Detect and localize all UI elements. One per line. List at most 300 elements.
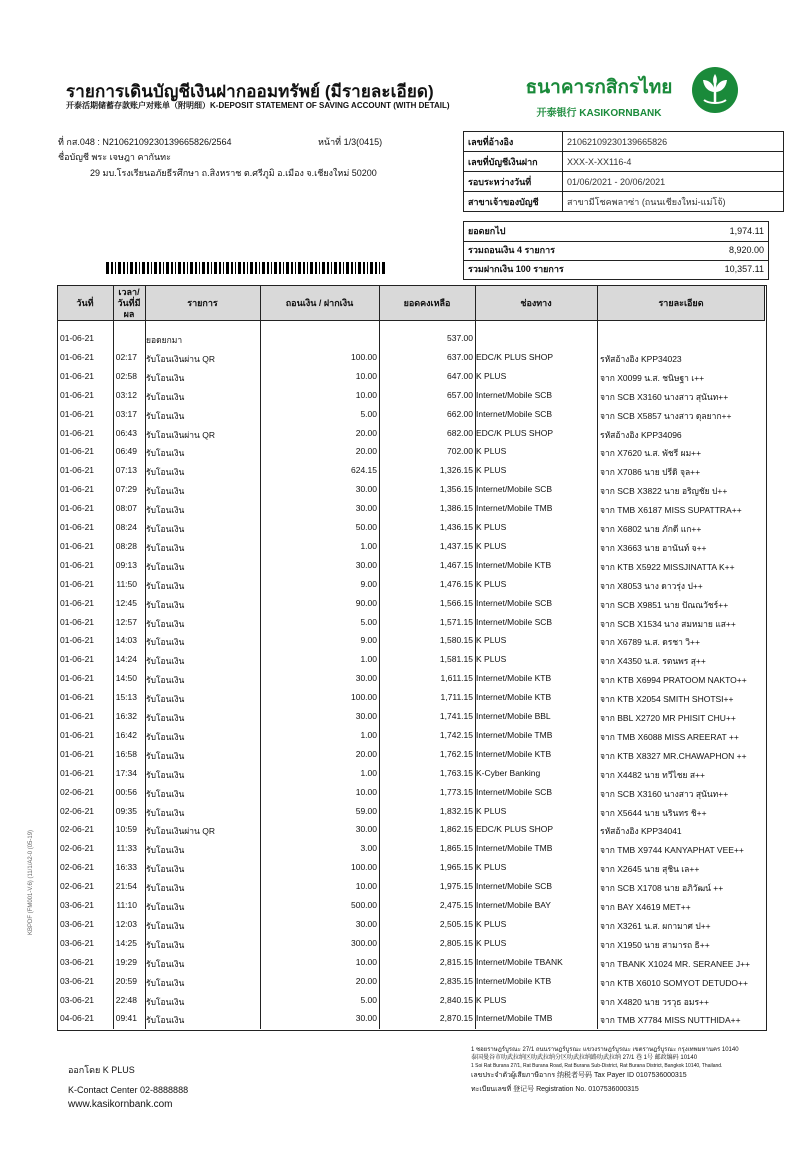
address-cn: 泰国曼谷市叻武拉纳区叻武拉纳分区叻武拉纳路叻武拉纳 27/1 巷 1号 邮政编码 10140 bbox=[471, 1055, 698, 1061]
row-amount: 30.00 bbox=[355, 918, 377, 929]
row-description: ยอดยกมา bbox=[146, 335, 183, 345]
contact-center: K-Contact Center 02-8888888 bbox=[68, 1085, 189, 1095]
row-channel: K PLUS bbox=[476, 862, 507, 873]
row-amount: 1.00 bbox=[360, 654, 377, 665]
table-row bbox=[57, 651, 765, 670]
row-description: รับโอนเงิน bbox=[146, 1015, 185, 1026]
row-balance: 1,763.15 bbox=[439, 767, 473, 778]
row-channel: Internet/Mobile KTB bbox=[476, 692, 552, 703]
statement-subtitle: 开泰活期储蓄存款账户对账单（附明细）K-DEPOSIT STATEMENT OF SAVING ACCOUNT (WITH DETAIL) bbox=[66, 101, 450, 110]
row-channel: EDC/K PLUS SHOP bbox=[476, 351, 553, 362]
row-amount: 20.00 bbox=[355, 427, 377, 438]
table-row bbox=[57, 803, 765, 822]
row-date: 02-06-21 bbox=[60, 862, 95, 873]
row-time: 19:29 bbox=[115, 956, 137, 967]
row-date: 01-06-21 bbox=[60, 484, 95, 495]
row-amount: 5.00 bbox=[360, 408, 377, 419]
row-description: รับโอนเงิน bbox=[146, 467, 185, 478]
row-time: 09:35 bbox=[115, 805, 137, 816]
header-amount: ถอนเงิน / ฝากเงิน bbox=[285, 297, 354, 308]
row-time: 14:24 bbox=[115, 654, 137, 665]
row-balance: 2,475.15 bbox=[439, 900, 473, 910]
row-balance: 662.00 bbox=[447, 408, 473, 419]
row-amount: 10.00 bbox=[355, 389, 377, 400]
row-time: 09:41 bbox=[115, 1013, 137, 1024]
row-date: 01-06-21 bbox=[60, 578, 95, 589]
row-amount: 10.00 bbox=[355, 956, 377, 967]
table-row bbox=[57, 443, 765, 462]
row-channel: Internet/Mobile BBL bbox=[476, 711, 551, 721]
row-date: 01-06-21 bbox=[60, 522, 95, 532]
row-amount: 100.00 bbox=[351, 862, 377, 873]
row-channel: Internet/Mobile KTB bbox=[476, 673, 552, 684]
row-amount: 10.00 bbox=[355, 370, 377, 381]
row-description: รับโอนเงิน bbox=[146, 807, 185, 818]
row-balance: 537.00 bbox=[447, 333, 473, 343]
row-description: รับโอนเงิน bbox=[146, 769, 185, 780]
row-time: 10:59 bbox=[115, 824, 137, 835]
table-row bbox=[57, 595, 765, 614]
row-detail: จาก X3261 น.ส. ผกามาศ ป++ bbox=[600, 920, 711, 931]
table-row bbox=[57, 954, 765, 973]
info-label: เลขที่อ้างอิง bbox=[464, 132, 563, 152]
row-description: รับโอนเงิน bbox=[146, 902, 185, 912]
row-date: 01-06-21 bbox=[60, 389, 95, 400]
header-description: รายการ bbox=[187, 297, 218, 308]
table-row bbox=[57, 670, 765, 689]
row-time: 11:10 bbox=[116, 900, 137, 910]
row-time: 08:07 bbox=[115, 503, 137, 514]
row-time: 14:03 bbox=[115, 635, 137, 646]
row-channel: Internet/Mobile BAY bbox=[476, 900, 551, 910]
row-time: 02:17 bbox=[115, 351, 137, 362]
row-channel: Internet/Mobile SCB bbox=[476, 597, 553, 608]
row-date: 02-06-21 bbox=[60, 805, 95, 816]
row-balance: 1,611.15 bbox=[440, 673, 473, 684]
row-date: 01-06-21 bbox=[60, 729, 95, 740]
bank-name-en: 开泰银行 KASIKORNBANK bbox=[536, 108, 662, 119]
row-description: รับโอนเงิน bbox=[146, 920, 185, 931]
bank-name-th: ธนาคารกสิกรไทย bbox=[525, 77, 673, 98]
table-row bbox=[57, 878, 765, 897]
row-channel: K PLUS bbox=[476, 465, 507, 476]
row-time: 11:50 bbox=[116, 578, 137, 589]
row-channel: K-Cyber Banking bbox=[476, 767, 541, 778]
row-amount: 9.00 bbox=[360, 578, 377, 589]
row-time: 15:13 bbox=[115, 692, 137, 703]
row-detail: จาก X6789 น.ส. ดรชา วิ++ bbox=[600, 637, 700, 648]
row-detail: จาก SCB X3160 นางสาว สุนันท++ bbox=[600, 391, 729, 402]
info-value: 01/06/2021 - 20/06/2021 bbox=[563, 172, 784, 192]
registration-no: ทะเบียนเลขที่ 登记号 Registration No. 0107536000315 bbox=[471, 1086, 639, 1093]
table-row bbox=[57, 576, 765, 595]
table-row bbox=[57, 614, 765, 633]
summary-row bbox=[468, 260, 764, 279]
row-description: รับโอนเงิน bbox=[146, 883, 185, 894]
row-detail: จาก X7620 น.ส. พัชรี ผม++ bbox=[600, 448, 702, 459]
account-info-row bbox=[464, 172, 784, 192]
barcode bbox=[106, 262, 388, 274]
website-link[interactable]: www.kasikornbank.com bbox=[68, 1099, 173, 1110]
row-time: 14:25 bbox=[115, 937, 137, 948]
row-amount: 624.15 bbox=[351, 465, 377, 476]
row-date: 01-06-21 bbox=[60, 333, 95, 343]
row-date: 03-06-21 bbox=[60, 956, 95, 967]
row-date: 01-06-21 bbox=[60, 673, 95, 684]
account-info-row bbox=[464, 192, 784, 212]
row-date: 01-06-21 bbox=[60, 616, 95, 627]
row-description: รับโอนเงิน bbox=[146, 939, 185, 950]
row-amount: 20.00 bbox=[355, 748, 377, 759]
table-row bbox=[57, 992, 765, 1011]
table-row bbox=[57, 368, 765, 387]
row-time: 06:49 bbox=[115, 446, 137, 457]
row-amount: 300.00 bbox=[351, 937, 377, 948]
row-detail: จาก SCB X5857 นางสาว ดุลยาก++ bbox=[600, 410, 732, 421]
row-balance: 1,865.15 bbox=[439, 843, 473, 854]
info-value: สาขามีโชคพลาซ่า (ถนนเชียงใหม่-แม่โจ้) bbox=[563, 192, 784, 212]
row-date: 01-06-21 bbox=[60, 767, 95, 778]
bank-logo-text bbox=[514, 72, 684, 119]
summary-value: 8,920.00 bbox=[728, 245, 764, 255]
row-detail: จาก BBL X2720 MR PHISIT CHU++ bbox=[600, 713, 736, 723]
row-description: รับโอนเงิน bbox=[146, 694, 185, 705]
row-detail: จาก SCB X3822 นาย อริญชัย ป++ bbox=[600, 486, 728, 497]
table-row bbox=[57, 935, 765, 954]
page-number: หน้าที่ 1/3(0415) bbox=[318, 137, 383, 147]
table-row bbox=[57, 973, 765, 992]
row-time: 16:32 bbox=[115, 711, 137, 721]
row-date: 03-06-21 bbox=[60, 918, 95, 929]
row-description: รับโอนเงิน bbox=[146, 599, 185, 610]
account-info-row bbox=[464, 152, 784, 172]
row-description: รับโอนเงิน bbox=[146, 618, 185, 629]
row-amount: 9.00 bbox=[360, 635, 377, 646]
row-detail: รหัสอ้างอิง KPP34041 bbox=[600, 826, 682, 837]
row-amount: 20.00 bbox=[355, 975, 377, 986]
row-balance: 2,840.15 bbox=[439, 994, 473, 1005]
table-row bbox=[57, 727, 765, 746]
row-detail: จาก KTB X6994 PRATOOM NAKTO++ bbox=[600, 675, 747, 686]
row-time: 06:43 bbox=[115, 427, 137, 438]
table-row bbox=[57, 330, 765, 349]
header-detail: รายละเอียด bbox=[658, 297, 704, 308]
row-description: รับโอนเงิน bbox=[146, 656, 185, 667]
row-date: 03-06-21 bbox=[60, 900, 95, 910]
row-amount: 30.00 bbox=[355, 1013, 377, 1024]
info-label: สาขาเจ้าของบัญชี bbox=[464, 192, 563, 212]
table-row bbox=[57, 500, 765, 519]
row-date: 01-06-21 bbox=[60, 597, 95, 608]
row-channel: Internet/Mobile TBANK bbox=[476, 956, 563, 967]
row-detail: จาก TMB X6088 MISS AREERAT ++ bbox=[600, 731, 739, 742]
row-balance: 2,870.15 bbox=[439, 1013, 473, 1024]
row-date: 02-06-21 bbox=[60, 824, 95, 835]
row-date: 01-06-21 bbox=[60, 446, 95, 457]
row-detail: จาก SCB X9851 นาย ปัณณวัชร์++ bbox=[600, 599, 729, 610]
row-channel: K PLUS bbox=[476, 370, 507, 381]
info-value: 210621092301396658​26 bbox=[563, 132, 784, 152]
table-row bbox=[57, 708, 765, 727]
summary-row bbox=[464, 222, 768, 242]
row-time: 20:59 bbox=[115, 975, 137, 986]
row-balance: 647.00 bbox=[447, 370, 473, 381]
info-value: XXX-X-XX116-4 bbox=[563, 152, 784, 172]
table-row bbox=[57, 746, 765, 765]
row-balance: 1,773.15 bbox=[439, 786, 473, 797]
row-time: 16:42 bbox=[115, 729, 137, 740]
row-channel: Internet/Mobile KTB bbox=[476, 748, 552, 759]
row-detail: จาก X8053 นาง ดาวรุ่ง ป++ bbox=[600, 580, 703, 591]
table-row bbox=[57, 462, 765, 481]
row-detail: จาก X0099 น.ส. ชนิษฐา เ++ bbox=[600, 372, 705, 383]
form-code: KBPDF (FM001-V.6) (11/1/A2-0 (05-19) bbox=[28, 829, 34, 935]
row-balance: 1,566.15 bbox=[439, 597, 473, 608]
row-date: 01-06-21 bbox=[60, 503, 95, 514]
table-row bbox=[57, 387, 765, 406]
row-description: รับโอนเงิน bbox=[146, 505, 185, 516]
header-time: เวลา/ วันที่มีผล bbox=[117, 286, 141, 319]
row-time: 08:28 bbox=[115, 540, 137, 551]
row-detail: จาก KTB X2054 SMITH SHOTSI++ bbox=[600, 694, 734, 705]
row-detail: จาก KTB X5922 MISSJINATTA K++ bbox=[600, 561, 735, 572]
row-balance: 682.00 bbox=[447, 427, 473, 438]
row-date: 01-06-21 bbox=[60, 427, 95, 438]
row-amount: 500.00 bbox=[351, 900, 377, 910]
row-detail: จาก X6802 นาย ภักดี แก++ bbox=[600, 524, 702, 534]
row-detail: จาก KTB X6010 SOMYOT DETUDO++ bbox=[600, 977, 748, 988]
row-detail: จาก X5644 นาย นรินทร ชิ++ bbox=[600, 807, 707, 818]
row-channel: Internet/Mobile TMB bbox=[476, 1013, 553, 1024]
row-amount: 10.00 bbox=[355, 881, 377, 892]
row-balance: 1,762.15 bbox=[439, 748, 473, 759]
table-row bbox=[57, 557, 765, 576]
info-label: เลขที่บัญชีเงินฝาก bbox=[464, 152, 563, 172]
row-date: 01-06-21 bbox=[60, 692, 95, 703]
row-description: รับโอนเงิน bbox=[146, 542, 185, 553]
table-row bbox=[57, 840, 765, 859]
table-row bbox=[57, 632, 765, 651]
statement-title: รายการเดินบัญชีเงินฝากออมทรัพย์ (มีรายละเอียด) bbox=[66, 82, 434, 101]
row-description: รับโอนเงิน bbox=[146, 750, 185, 761]
row-balance: 1,965.15 bbox=[439, 862, 473, 873]
row-balance: 1,862.15 bbox=[439, 824, 473, 835]
table-row bbox=[57, 821, 765, 840]
row-date: 01-06-21 bbox=[60, 711, 95, 721]
row-date: 01-06-21 bbox=[60, 351, 95, 362]
row-balance: 1,580.15 bbox=[439, 635, 473, 646]
row-detail: จาก SCB X1534 นาง สมหมาย แส++ bbox=[600, 618, 736, 629]
row-time: 00:56 bbox=[115, 786, 137, 797]
row-channel: EDC/K PLUS SHOP bbox=[476, 824, 553, 835]
row-balance: 1,742.15 bbox=[439, 729, 473, 740]
row-date: 01-06-21 bbox=[60, 540, 95, 551]
row-date: 01-06-21 bbox=[60, 748, 95, 759]
row-description: รับโอนเงิน bbox=[146, 713, 185, 723]
row-description: รับโอนเงิน bbox=[146, 788, 185, 799]
row-description: รับโอนเงินผ่าน QR bbox=[146, 353, 215, 364]
row-channel: K PLUS bbox=[476, 635, 507, 646]
account-name: ชื่อบัญชี พระ เจษฎา คากันทะ bbox=[58, 152, 171, 162]
row-channel: K PLUS bbox=[476, 540, 507, 551]
row-detail: จาก TMB X7784 MISS NUTTHIDA++ bbox=[600, 1015, 741, 1026]
row-date: 02-06-21 bbox=[60, 843, 95, 854]
row-detail: จาก X7086 นาย ปรีดิ จุล++ bbox=[600, 467, 701, 478]
row-detail: จาก X4482 นาย ทวีไชย ส++ bbox=[600, 769, 706, 780]
row-balance: 1,436.15 bbox=[439, 522, 473, 532]
row-detail: จาก TMB X9744 KANYAPHAT VEE++ bbox=[600, 845, 744, 856]
row-description: รับโอนเงิน bbox=[146, 637, 185, 648]
row-amount: 1.00 bbox=[360, 767, 377, 778]
row-time: 12:03 bbox=[115, 918, 137, 929]
row-channel: Internet/Mobile TMB bbox=[476, 503, 553, 514]
row-time: 14:50 bbox=[115, 673, 137, 684]
row-amount: 30.00 bbox=[355, 673, 377, 684]
row-description: รับโอนเงินผ่าน QR bbox=[146, 826, 215, 837]
row-balance: 657.00 bbox=[447, 389, 473, 400]
row-amount: 100.00 bbox=[351, 351, 377, 362]
row-channel: K PLUS bbox=[476, 578, 507, 589]
header-balance: ยอดคงเหลือ bbox=[403, 297, 451, 308]
row-date: 02-06-21 bbox=[60, 786, 95, 797]
account-address: 29 มบ.โรงเรียนอภัยธีรศึกษา ถ.สิงหราช ต.ศรีภูมิ อ.เมือง จ.เชียงใหม่ 50200 bbox=[90, 168, 377, 178]
account-info-table bbox=[463, 131, 784, 212]
row-balance: 1,437.15 bbox=[439, 540, 473, 551]
row-time: 03:12 bbox=[115, 389, 137, 400]
row-time: 12:45 bbox=[115, 597, 137, 608]
row-detail: รหัสอ้างอิง KPP34023 bbox=[600, 353, 682, 364]
row-amount: 50.00 bbox=[355, 522, 377, 532]
row-detail: จาก TBANK X1024 MR. SERANEE J++ bbox=[600, 958, 751, 969]
row-date: 01-06-21 bbox=[60, 654, 95, 665]
row-balance: 1,386.15 bbox=[439, 503, 473, 514]
row-description: รับโอนเงิน bbox=[146, 524, 185, 534]
account-info-row bbox=[464, 132, 784, 152]
row-time: 02:58 bbox=[115, 370, 137, 381]
row-description: รับโอนเงิน bbox=[146, 448, 185, 459]
row-amount: 30.00 bbox=[355, 484, 377, 495]
row-channel: Internet/Mobile SCB bbox=[476, 408, 553, 419]
reference-line: ที่ กส.048 : N210621092301396658​26/2564 bbox=[58, 137, 232, 147]
row-time: 03:17 bbox=[115, 408, 137, 419]
row-balance: 2,835.15 bbox=[439, 975, 473, 986]
row-amount: 3.00 bbox=[360, 843, 377, 854]
row-detail: รหัสอ้างอิง KPP34096 bbox=[600, 429, 682, 440]
row-amount: 1.00 bbox=[360, 540, 377, 551]
row-amount: 30.00 bbox=[355, 559, 377, 570]
table-row bbox=[57, 538, 765, 557]
row-time: 08:24 bbox=[115, 522, 137, 532]
row-channel: Internet/Mobile SCB bbox=[476, 389, 553, 400]
row-balance: 1,476.15 bbox=[439, 578, 473, 589]
summary-label: ยอดยกไป bbox=[468, 226, 506, 236]
row-channel: Internet/Mobile TMB bbox=[476, 729, 553, 740]
table-row bbox=[57, 425, 765, 444]
row-channel: Internet/Mobile KTB bbox=[476, 559, 552, 570]
info-label: รอบระหว่างวันที่ bbox=[464, 172, 563, 192]
address-th: 1 ซอยราษฎร์บูรณะ 27/1 ถนนราษฎร์บูรณะ แขวงราษฎร์บูรณะ เขตราษฎร์บูรณะ กรุงเทพมหานคร 10140 bbox=[471, 1047, 739, 1053]
row-channel: K PLUS bbox=[476, 805, 507, 816]
row-time: 16:58 bbox=[115, 748, 137, 759]
row-balance: 2,505.15 bbox=[439, 918, 473, 929]
row-time: 22:48 bbox=[115, 994, 137, 1005]
row-amount: 30.00 bbox=[355, 503, 377, 514]
row-balance: 1,356.15 bbox=[439, 484, 473, 495]
summary-value: 1,974.11 bbox=[729, 226, 764, 236]
row-date: 02-06-21 bbox=[60, 881, 95, 892]
table-row bbox=[57, 765, 765, 784]
row-detail: จาก TMB X6187 MISS SUPATTRA++ bbox=[600, 505, 742, 516]
row-balance: 1,711.15 bbox=[440, 692, 473, 703]
row-time: 12:57 bbox=[115, 616, 137, 627]
table-row bbox=[57, 689, 765, 708]
row-description: รับโอนเงินผ่าน QR bbox=[146, 429, 215, 440]
row-date: 01-06-21 bbox=[60, 465, 95, 476]
row-time: 17:34 bbox=[115, 767, 137, 778]
header-date: วันที่ bbox=[76, 297, 94, 308]
row-balance: 1,571.15 bbox=[439, 616, 473, 627]
row-amount: 30.00 bbox=[355, 711, 377, 721]
row-detail: จาก X1950 นาย สามารถ ธิ++ bbox=[600, 939, 710, 950]
row-amount: 1.00 bbox=[360, 729, 377, 740]
row-channel: Internet/Mobile SCB bbox=[476, 786, 553, 797]
summary-value: 10,357.11 bbox=[724, 264, 764, 274]
summary-label: รวมถอนเงิน 4 รายการ bbox=[468, 245, 555, 255]
summary-label: รวมฝากเงิน 100 รายการ bbox=[468, 264, 564, 274]
table-row bbox=[57, 349, 765, 368]
row-time: 07:29 bbox=[115, 484, 137, 495]
row-balance: 2,805.15 bbox=[439, 937, 473, 948]
row-description: รับโอนเงิน bbox=[146, 675, 185, 686]
row-description: รับโอนเงิน bbox=[146, 486, 185, 497]
row-channel: K PLUS bbox=[476, 937, 507, 948]
row-date: 03-06-21 bbox=[60, 975, 95, 986]
row-detail: จาก SCB X1708 นาย อภิวัฒน์ ++ bbox=[600, 883, 724, 894]
row-balance: 1,467.15 bbox=[439, 559, 473, 570]
row-detail: จาก X4350 น.ส. รตนพร สุ++ bbox=[600, 656, 706, 667]
row-channel: K PLUS bbox=[476, 446, 507, 457]
row-channel: K PLUS bbox=[476, 522, 507, 532]
tax-id: เลขประจำตัวผู้เสียภาษีอากร 纳税者号码 Tax Payer ID 0107536000315 bbox=[471, 1072, 687, 1079]
row-balance: 1,832.15 bbox=[439, 805, 473, 816]
table-row bbox=[57, 916, 765, 935]
header-channel: ช่องทาง bbox=[520, 297, 552, 308]
row-detail: จาก X3663 นาย อานันท์ จ++ bbox=[600, 542, 707, 553]
row-channel: Internet/Mobile SCB bbox=[476, 881, 553, 892]
row-description: รับโอนเงิน bbox=[146, 845, 185, 856]
row-amount: 30.00 bbox=[355, 824, 377, 835]
row-description: รับโอนเงิน bbox=[146, 958, 185, 969]
row-description: รับโอนเงิน bbox=[146, 580, 185, 591]
row-amount: 100.00 bbox=[351, 692, 377, 703]
row-amount: 20.00 bbox=[355, 446, 377, 457]
row-time: 21:54 bbox=[115, 881, 137, 892]
row-description: รับโอนเงิน bbox=[146, 391, 185, 402]
row-channel: Internet/Mobile SCB bbox=[476, 616, 553, 627]
table-row bbox=[57, 859, 765, 878]
table-row bbox=[57, 519, 765, 538]
row-date: 03-06-21 bbox=[60, 937, 95, 948]
row-balance: 1,581.15 bbox=[439, 654, 473, 665]
row-date: 03-06-21 bbox=[60, 994, 95, 1005]
row-date: 01-06-21 bbox=[60, 559, 95, 570]
row-date: 04-06-21 bbox=[60, 1013, 95, 1024]
row-detail: จาก X2645 นาย สุชิน เล++ bbox=[600, 864, 700, 875]
row-description: รับโอนเงิน bbox=[146, 372, 185, 383]
table-row bbox=[57, 897, 765, 916]
row-channel: K PLUS bbox=[476, 994, 507, 1005]
table-row bbox=[57, 784, 765, 803]
